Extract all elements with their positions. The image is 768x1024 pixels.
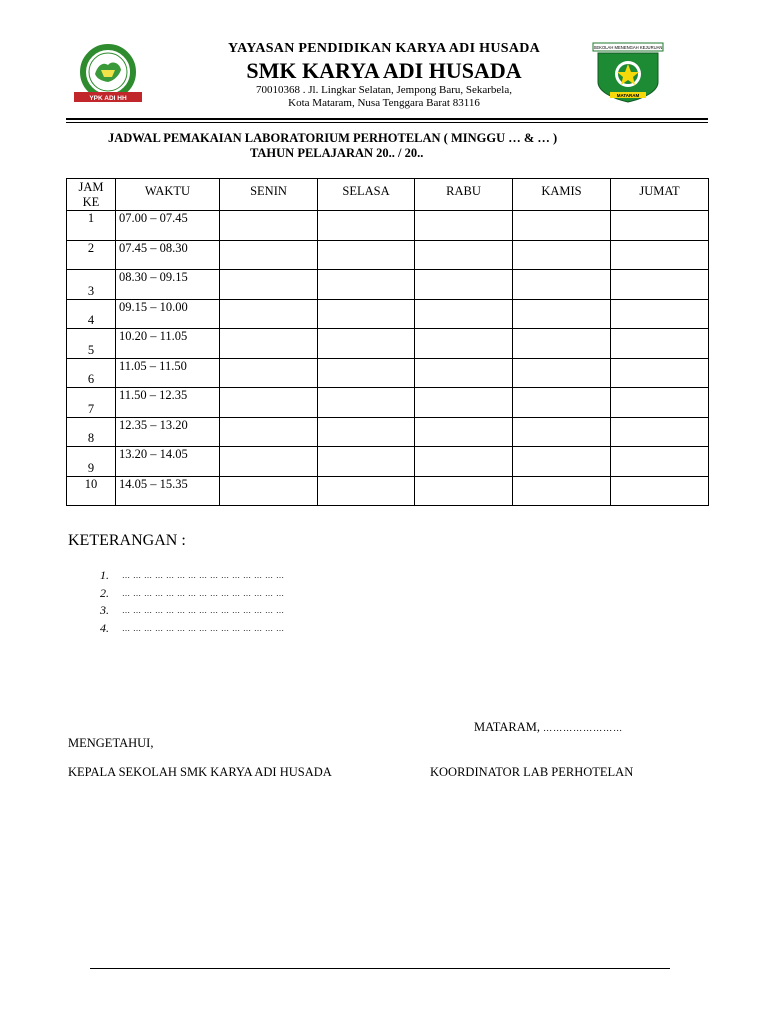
school-emblem [592, 42, 664, 104]
address-line-1: 70010368 . Jl. Lingkar Selatan, Jempong Baru, Sekarbela, [255, 84, 512, 96]
senin-cell[interactable] [220, 270, 318, 300]
jam-cell: 1 [67, 211, 116, 241]
table-row [67, 447, 709, 477]
principal-title: KEPALA SEKOLAH SMK KARYA ADI HUSADA [68, 765, 332, 779]
jam-cell: 4 [67, 299, 116, 329]
kamis-cell[interactable] [513, 270, 611, 300]
header-jam: JAM [78, 180, 104, 194]
table-row [67, 211, 709, 241]
waktu-cell: 12.35 – 13.20 [116, 417, 220, 447]
rabu-cell[interactable] [415, 358, 513, 388]
waktu-cell: 10.20 – 11.05 [116, 329, 220, 359]
foundation-name: YAYASAN PENDIDIKAN KARYA ADI HUSADA [227, 41, 541, 56]
emblem-bottom-text: MATARAM [616, 93, 640, 98]
jumat-cell[interactable] [611, 388, 709, 418]
school-name: SMK KARYA ADI HUSADA [246, 58, 522, 83]
table-row [67, 299, 709, 329]
selasa-cell[interactable] [318, 358, 415, 388]
logo-left-band-text: YPK ADI HH [89, 95, 127, 102]
waktu-cell: 14.05 – 15.35 [116, 476, 220, 506]
header-jam-ke [67, 179, 116, 211]
jumat-cell[interactable] [611, 240, 709, 270]
list-item [100, 620, 285, 638]
rabu-cell[interactable] [415, 388, 513, 418]
selasa-cell[interactable] [318, 240, 415, 270]
coordinator-title: KOORDINATOR LAB PERHOTELAN [430, 765, 634, 779]
table-row [67, 240, 709, 270]
rabu-cell[interactable] [415, 329, 513, 359]
waktu-cell: 07.45 – 08.30 [116, 240, 220, 270]
jam-cell: 9 [67, 447, 116, 477]
rabu-cell[interactable] [415, 417, 513, 447]
letterhead-rule-thick [66, 118, 708, 120]
header-kamis: KAMIS [513, 179, 611, 211]
note-blank[interactable]: … … … … … … … … … … … … … … … [122, 606, 285, 615]
table-row [67, 476, 709, 506]
rabu-cell[interactable] [415, 270, 513, 300]
rabu-cell[interactable] [415, 476, 513, 506]
jam-cell: 2 [67, 240, 116, 270]
jam-cell: 6 [67, 358, 116, 388]
date-blank[interactable]: …………………… [543, 723, 624, 733]
selasa-cell[interactable] [318, 299, 415, 329]
waktu-cell: 09.15 – 10.00 [116, 299, 220, 329]
address-line-2: Kota Mataram, Nusa Tenggara Barat 83116 [288, 97, 480, 109]
jumat-cell[interactable] [611, 358, 709, 388]
letterhead [180, 40, 588, 110]
note-number: 4. [100, 620, 109, 635]
jumat-cell[interactable] [611, 417, 709, 447]
waktu-cell: 11.05 – 11.50 [116, 358, 220, 388]
table-row [67, 270, 709, 300]
senin-cell[interactable] [220, 447, 318, 477]
selasa-cell[interactable] [318, 329, 415, 359]
kamis-cell[interactable] [513, 476, 611, 506]
table-row [67, 358, 709, 388]
senin-cell[interactable] [220, 358, 318, 388]
table-header-row [67, 179, 709, 211]
kamis-cell[interactable] [513, 388, 611, 418]
jam-cell: 7 [67, 388, 116, 418]
jumat-cell[interactable] [611, 211, 709, 241]
rabu-cell[interactable] [415, 299, 513, 329]
lab-schedule-table [66, 178, 709, 506]
jumat-cell[interactable] [611, 476, 709, 506]
rabu-cell[interactable] [415, 447, 513, 477]
selasa-cell[interactable] [318, 476, 415, 506]
jam-cell: 3 [67, 270, 116, 300]
acknowledge-label: MENGETAHUI, [68, 736, 154, 750]
list-item [100, 585, 285, 603]
jam-cell: 8 [67, 417, 116, 447]
jam-cell: 5 [67, 329, 116, 359]
header-selasa: SELASA [318, 179, 415, 211]
jam-cell: 10 [67, 476, 116, 506]
selasa-cell[interactable] [318, 388, 415, 418]
note-blank[interactable]: … … … … … … … … … … … … … … … [122, 571, 285, 580]
jumat-cell[interactable] [611, 329, 709, 359]
notes-list [100, 567, 285, 637]
senin-cell[interactable] [220, 240, 318, 270]
list-item [100, 567, 285, 585]
jumat-cell[interactable] [611, 447, 709, 477]
list-item [100, 602, 285, 620]
jumat-cell[interactable] [611, 299, 709, 329]
kamis-cell[interactable] [513, 329, 611, 359]
note-blank[interactable]: … … … … … … … … … … … … … … … [122, 623, 285, 633]
senin-cell[interactable] [220, 417, 318, 447]
selasa-cell[interactable] [318, 447, 415, 477]
kamis-cell[interactable] [513, 358, 611, 388]
kamis-cell[interactable] [513, 211, 611, 241]
note-number: 3. [100, 603, 109, 617]
selasa-cell[interactable] [318, 211, 415, 241]
selasa-cell[interactable] [318, 270, 415, 300]
note-number: 2. [100, 585, 109, 600]
footer-rule [90, 968, 670, 969]
header-jumat: JUMAT [611, 179, 709, 211]
waktu-cell: 11.50 – 12.35 [116, 388, 220, 418]
rabu-cell[interactable] [415, 240, 513, 270]
jumat-cell[interactable] [611, 270, 709, 300]
notes-label: KETERANGAN : [68, 532, 186, 549]
senin-cell[interactable] [220, 476, 318, 506]
kamis-cell[interactable] [513, 447, 611, 477]
header-waktu: WAKTU [116, 179, 220, 211]
senin-cell[interactable] [220, 211, 318, 241]
senin-cell[interactable] [220, 329, 318, 359]
city-name: MATARAM, [474, 720, 541, 734]
rabu-cell[interactable] [415, 211, 513, 241]
kamis-cell[interactable] [513, 417, 611, 447]
header-ke: KE [82, 195, 100, 209]
letterhead-rule-thin [66, 122, 708, 123]
document-title: JADWAL PEMAKAIAN LABORATORIUM PERHOTELAN ( MINGGU … & … ) [108, 131, 558, 145]
academic-year: TAHUN PELAJARAN 20.. / 20.. [250, 146, 424, 160]
selasa-cell[interactable] [318, 417, 415, 447]
emblem-top-text: SEKOLAH MENENGAH KEJURUAN [593, 45, 663, 50]
kamis-cell[interactable] [513, 299, 611, 329]
table-row [67, 417, 709, 447]
note-blank[interactable]: … … … … … … … … … … … … … … … [122, 588, 285, 598]
place-date [474, 720, 623, 735]
kamis-cell[interactable] [513, 240, 611, 270]
header-rabu: RABU [415, 179, 513, 211]
waktu-cell: 13.20 – 14.05 [116, 447, 220, 477]
note-number: 1. [100, 568, 109, 582]
waktu-cell: 08.30 – 09.15 [116, 270, 220, 300]
header-senin: SENIN [220, 179, 318, 211]
waktu-cell: 07.00 – 07.45 [116, 211, 220, 241]
senin-cell[interactable] [220, 388, 318, 418]
foundation-logo [68, 44, 148, 106]
table-row [67, 388, 709, 418]
senin-cell[interactable] [220, 299, 318, 329]
table-row [67, 329, 709, 359]
